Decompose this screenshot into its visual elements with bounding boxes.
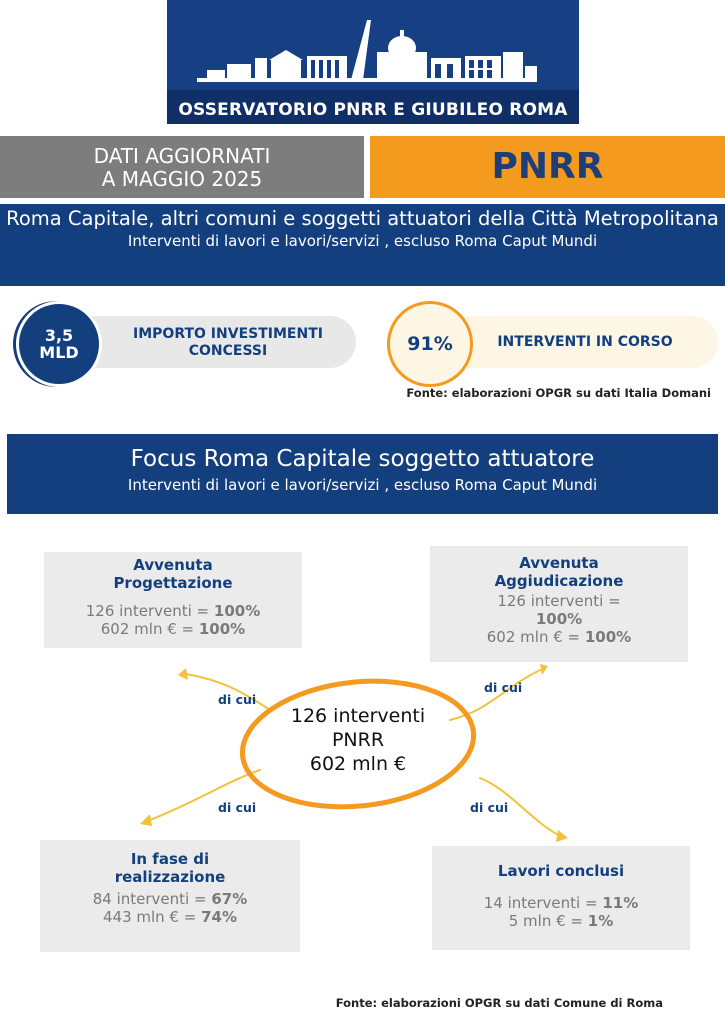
stat-ongoing-label: INTERVENTI IN CORSO <box>497 334 673 350</box>
box-3-line-1: 84 interventi = <box>92 890 212 908</box>
di-cui-label-4: di cui <box>470 800 509 815</box>
center-line-3: 602 mln € <box>309 753 407 775</box>
date-box <box>0 136 364 198</box>
arrowhead-conclusi <box>556 830 568 842</box>
di-cui-label-2: di cui <box>484 680 523 695</box>
arrowhead-aggiudicazione <box>540 664 548 675</box>
box-2-title-1: Avvenuta <box>519 554 599 572</box>
arrowhead-progettazione <box>178 668 188 680</box>
section-1-title: Roma Capitale, altri comuni e soggetti attuatori della Città Metropolitana <box>6 207 719 230</box>
box-conclusi <box>432 846 690 950</box>
box-1-pct-1: 100% <box>213 602 261 620</box>
section-1-subtitle: Interventi di lavori e lavori/servizi , escluso Roma Caput Mundi <box>127 232 598 250</box>
section-2-subtitle: Interventi di lavori e lavori/servizi , escluso Roma Caput Mundi <box>127 476 598 494</box>
box-2-line-1: 126 interventi = <box>497 592 621 610</box>
stat-investments-value: 3,5 <box>44 326 74 345</box>
box-3-title-1: In fase di <box>130 850 210 868</box>
stat-circle-ongoing <box>387 301 473 387</box>
source-note-2: Fonte: elaborazioni OPGR su dati Comune di Roma <box>335 996 663 1010</box>
stat-investments-label: IMPORTO INVESTIMENTI CONCESSI <box>133 326 323 359</box>
center-line-1: 126 interventi <box>290 705 426 727</box>
box-2-pct-1: 100% <box>535 610 583 628</box>
box-2-line-2: 602 mln € = <box>486 628 585 646</box>
source-note-1: Fonte: elaborazioni OPGR su dati Italia Domani <box>406 386 711 400</box>
box-1-line-1: 126 interventi = <box>85 602 214 620</box>
box-1-line-2: 602 mln € = <box>100 620 199 638</box>
box-3-line-2: 443 mln € = <box>102 908 202 926</box>
stat-ongoing-value: 91% <box>407 333 453 355</box>
box-4-line-2: 5 mln € = <box>508 912 588 930</box>
di-cui-label-1: di cui <box>218 692 257 707</box>
header-title: OSSERVATORIO PNRR E GIUBILEO ROMA <box>178 100 568 120</box>
box-progettazione <box>44 552 302 648</box>
box-3-pct-1: 67% <box>211 890 248 908</box>
header-banner <box>167 0 579 124</box>
date-line-1: DATI AGGIORNATI <box>93 144 271 168</box>
box-4-line-1: 14 interventi = <box>483 894 603 912</box>
section-1-header <box>0 204 725 286</box>
box-1-title-1: Avvenuta <box>133 556 213 574</box>
box-aggiudicazione <box>430 546 688 662</box>
section-2-header <box>7 434 718 514</box>
stat-investments-unit: MLD <box>39 343 79 362</box>
di-cui-label-3: di cui <box>218 800 257 815</box>
box-realizzazione <box>40 840 300 952</box>
box-3-title-2: realizzazione <box>114 868 226 886</box>
center-line-2: PNRR <box>331 729 385 751</box>
pnrr-box <box>370 136 725 198</box>
box-4-pct-1: 11% <box>602 894 639 912</box>
box-2-pct-2: 100% <box>584 628 632 646</box>
box-3-pct-2: 74% <box>201 908 237 926</box>
section-2-title: Focus Roma Capitale soggetto attuatore <box>130 446 595 472</box>
box-4-pct-2: 1% <box>587 912 614 930</box>
arrowhead-realizzazione <box>140 814 152 826</box>
box-2-title-2: Aggiudicazione <box>494 572 624 590</box>
box-1-pct-2: 100% <box>198 620 246 638</box>
stat-circle-investments <box>16 301 102 387</box>
box-4-title: Lavori conclusi <box>497 862 625 880</box>
date-line-2: A MAGGIO 2025 <box>101 167 263 191</box>
pnrr-label: PNRR <box>491 146 604 187</box>
box-1-title-2: Progettazione <box>113 574 233 592</box>
center-summary <box>268 704 448 776</box>
